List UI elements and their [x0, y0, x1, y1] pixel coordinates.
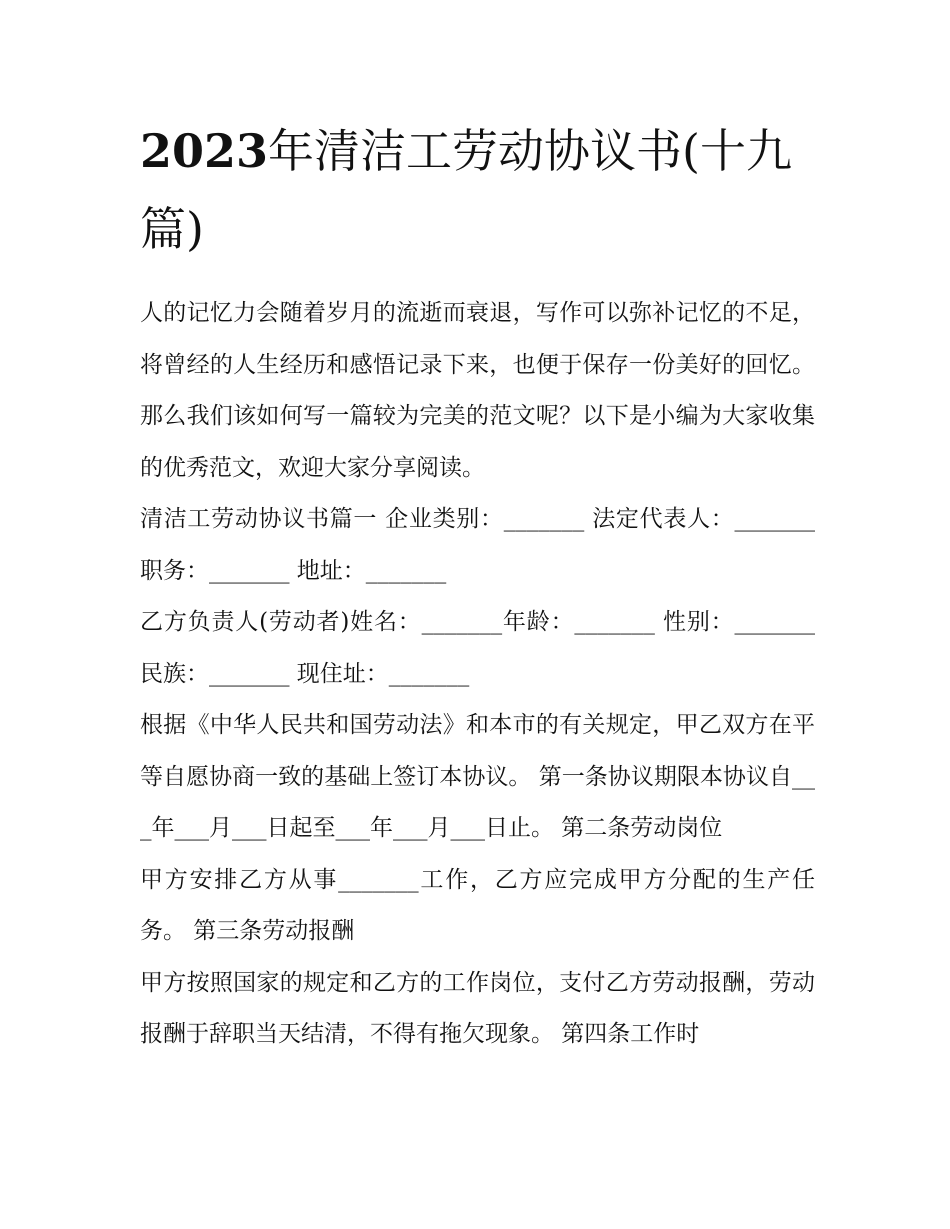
job-position-paragraph: 甲方安排乙方从事_______工作，乙方应完成甲方分配的生产任务。 第三条劳动报酬: [140, 866, 815, 944]
title-text: 年清洁工劳动协议书(十九篇): [140, 124, 792, 256]
agreement-term-paragraph: 根据《中华人民共和国劳动法》和本市的有关规定，甲乙双方在平等自愿协商一致的基础上签订本协议。 第一条协议期限本协议自___年___月___日起至___年___月___日止。 第二条劳动岗位: [140, 712, 815, 841]
title-year: 2023: [140, 124, 269, 178]
document-title: [140, 112, 815, 268]
employer-info-paragraph: 清洁工劳动协议书篇一 企业类别：_______ 法定代表人：_______ 职务：_______ 地址：_______: [140, 506, 815, 584]
remuneration-paragraph: 甲方按照国家的规定和乙方的工作岗位，支付乙方劳动报酬，劳动报酬于辞职当天结清，不得有拖欠现象。 第四条工作时: [140, 969, 815, 1047]
intro-paragraph: 人的记忆力会随着岁月的流逝而衰退，写作可以弥补记忆的不足，将曾经的人生经历和感悟记录下来，也便于保存一份美好的回忆。那么我们该如何写一篇较为完美的范文呢？以下是小编为大家收集的优秀范文，欢迎大家分享阅读。: [140, 300, 815, 481]
document-page: [140, 112, 815, 1061]
employee-info-paragraph: 乙方负责人(劳动者)姓名：_______年龄：_______ 性别：_______民族：_______ 现住址：_______: [140, 609, 815, 687]
document-body: [140, 288, 815, 1061]
